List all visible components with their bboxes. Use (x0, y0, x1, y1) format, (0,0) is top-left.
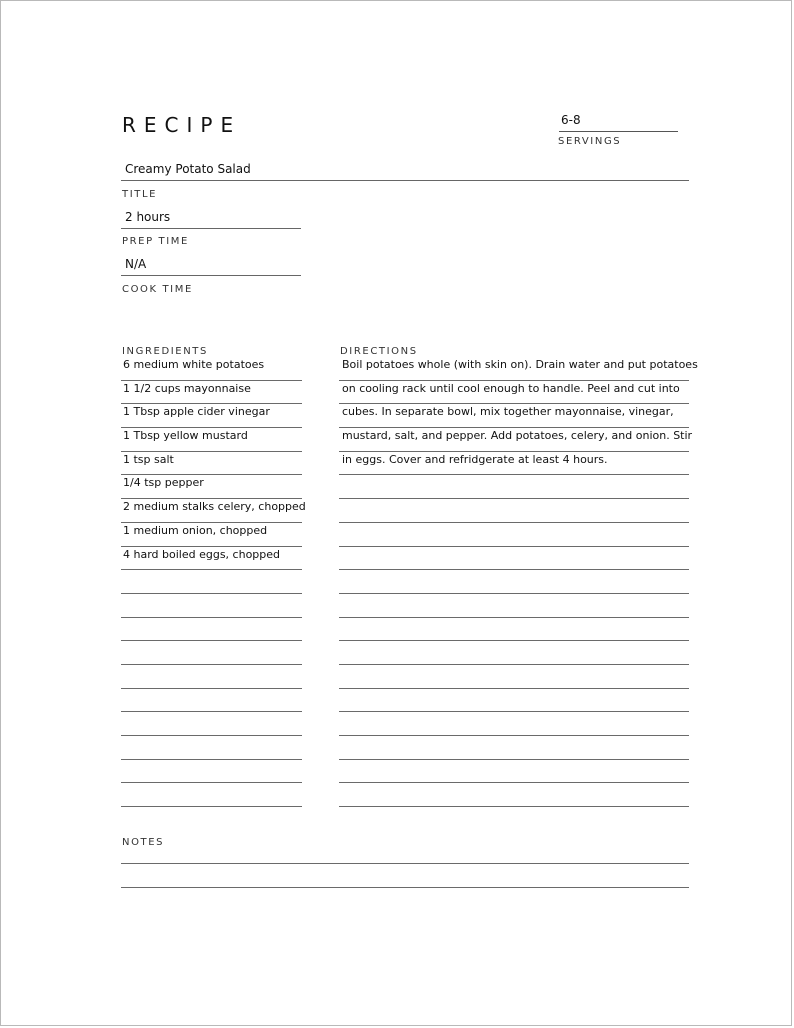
ingredient-row (121, 404, 302, 428)
ingredient-row (121, 357, 302, 381)
cook-time-value: N/A (125, 257, 147, 271)
ingredient-row (121, 641, 302, 665)
direction-row (339, 665, 689, 689)
direction-row (339, 641, 689, 665)
ingredient-row (121, 783, 302, 807)
ingredient-row (121, 689, 302, 713)
servings-underline (559, 131, 678, 132)
ingredient-row (121, 570, 302, 594)
direction-row (339, 736, 689, 760)
direction-text: on cooling rack until cool enough to handle. Peel and cut into (342, 381, 680, 395)
direction-row (339, 618, 689, 642)
ingredient-row (121, 547, 302, 571)
title-label: TITLE (122, 189, 158, 200)
title-underline (121, 180, 689, 181)
notes-label: NOTES (122, 837, 165, 848)
direction-text: Boil potatoes whole (with skin on). Drain water and put potatoes (342, 358, 698, 371)
direction-row (339, 452, 689, 476)
ingredient-text: 1/4 tsp pepper (123, 476, 204, 490)
direction-text: cubes. In separate bowl, mix together mayonnaise, vinegar, (342, 405, 674, 419)
ingredient-row (121, 475, 302, 499)
ingredients-list (121, 357, 306, 807)
direction-row (339, 570, 689, 594)
ingredient-text: 1 medium onion, chopped (123, 523, 268, 537)
directions-list (339, 357, 698, 807)
direction-row (339, 381, 689, 405)
ingredient-text: 6 medium white potatoes (123, 358, 265, 371)
ingredient-row (121, 618, 302, 642)
prep-time-label: PREP TIME (122, 236, 189, 247)
ingredient-text: 1 1/2 cups mayonnaise (123, 381, 251, 395)
direction-row (339, 404, 689, 428)
ingredient-row (121, 381, 302, 405)
notes-line (121, 863, 689, 864)
prep-time-value: 2 hours (125, 210, 171, 224)
direction-row (339, 499, 689, 523)
direction-text: mustard, salt, and pepper. Add potatoes, celery, and onion. Stir (342, 429, 693, 443)
direction-text: in eggs. Cover and refridgerate at least 4 hours. (342, 452, 608, 466)
ingredients-label: INGREDIENTS (122, 346, 208, 357)
recipe-heading: RECIPE (122, 113, 242, 137)
ingredient-row (121, 523, 302, 547)
direction-row (339, 712, 689, 736)
notes-line (121, 887, 689, 888)
direction-row (339, 523, 689, 547)
ingredient-text: 4 hard boiled eggs, chopped (123, 547, 281, 561)
direction-row (339, 760, 689, 784)
ingredient-row (121, 499, 306, 523)
prep-time-underline (121, 228, 301, 229)
ingredient-row (121, 452, 302, 476)
ingredient-row (121, 712, 302, 736)
ingredient-row (121, 594, 302, 618)
title-value: Creamy Potato Salad (125, 162, 251, 176)
ingredient-row (121, 665, 302, 689)
servings-label: SERVINGS (558, 136, 622, 147)
direction-row (339, 547, 689, 571)
directions-label: DIRECTIONS (340, 346, 418, 357)
ingredient-text: 1 Tbsp yellow mustard (123, 429, 248, 443)
ingredient-row (121, 736, 302, 760)
direction-row (339, 689, 689, 713)
servings-value: 6-8 (561, 113, 581, 127)
direction-row (339, 594, 689, 618)
direction-row (339, 357, 698, 381)
ingredient-text: 1 Tbsp apple cider vinegar (123, 405, 270, 419)
cook-time-underline (121, 275, 301, 276)
ingredient-text: 2 medium stalks celery, chopped (123, 500, 306, 514)
ingredient-row (121, 428, 302, 452)
ingredient-text: 1 tsp salt (123, 452, 174, 466)
ingredient-row (121, 760, 302, 784)
direction-row (339, 428, 693, 452)
direction-row (339, 783, 689, 807)
cook-time-label: COOK TIME (122, 284, 193, 295)
direction-row (339, 475, 689, 499)
